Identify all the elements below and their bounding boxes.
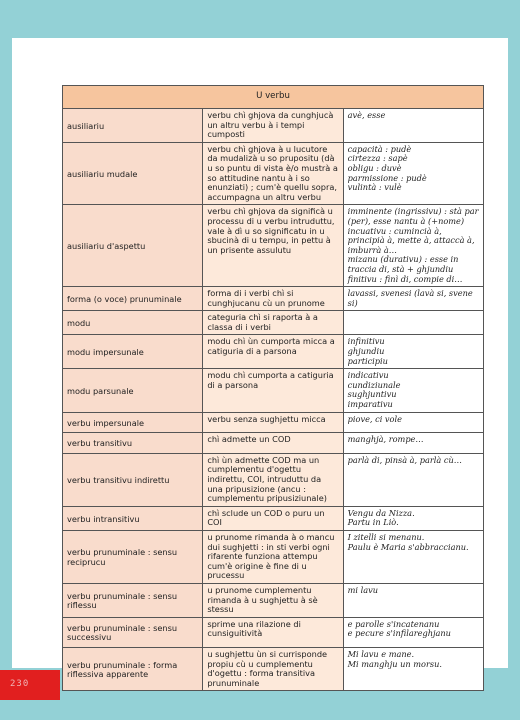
example-cell: Vengu da Nizza. Partu in Liò.: [343, 506, 483, 530]
term-cell: verbu prunuminale : sensu reciprucu: [63, 530, 203, 583]
term-cell: ausiliariu: [63, 109, 203, 143]
example-cell: mi lavu: [343, 583, 483, 617]
table-row: [63, 109, 484, 143]
left-teal-margin: [0, 0, 12, 720]
page-number: 230: [10, 679, 30, 689]
table-row: [63, 412, 484, 433]
definition-cell: sprime una rilazione di cunsiguitività: [203, 617, 343, 647]
definition-cell: chì ùn admette COD ma un cumplementu d'ogettu indirettu, COI, intruduttu da una pripusizione (ancu : cumplementu pripusiziunale): [203, 453, 343, 506]
table-row: [63, 647, 484, 690]
table-row: [63, 142, 484, 205]
table-row: [63, 530, 484, 583]
table-row: [63, 205, 484, 287]
table-row: [63, 583, 484, 617]
term-cell: ausiliariu mudale: [63, 142, 203, 205]
term-cell: forma (o voce) prunuminale: [63, 287, 203, 311]
definition-cell: forma di i verbi chì si cunghjucanu cù un prunome: [203, 287, 343, 311]
definition-cell: chì admette un COD: [203, 433, 343, 454]
table-row: [63, 453, 484, 506]
table-row: [63, 506, 484, 530]
example-cell: I zitelli si menanu. Paulu è Maria s'abbraccianu.: [343, 530, 483, 583]
term-cell: verbu prunuminale : sensu successivu: [63, 617, 203, 647]
example-cell: lavassi, svenesi (lavà si, svene si): [343, 287, 483, 311]
example-cell: Mi lavu e mane. Mi manghju un morsu.: [343, 647, 483, 690]
definition-cell: verbu chì ghjova à u lucutore da mudalizà u so prupositu (dà u so puntu di vista è/o mustrà a so attitudine nantu à i so enunziati) ; cum'è quellu sopra, accumpagna un altru verbu: [203, 142, 343, 205]
term-cell: verbu transitivu: [63, 433, 203, 454]
definition-cell: chì sclude un COD o puru un COI: [203, 506, 343, 530]
example-cell: manghjà, rompe…: [343, 433, 483, 454]
term-cell: verbu intransitivu: [63, 506, 203, 530]
term-cell: verbu impersunale: [63, 412, 203, 433]
page-number-tab: [0, 670, 60, 700]
term-cell: verbu transitivu indirettu: [63, 453, 203, 506]
table-row: [63, 433, 484, 454]
table-row: [63, 311, 484, 335]
table-title: U verbu: [63, 86, 484, 109]
definition-cell: verbu chì ghjova da significà u processu di u verbu intruduttu, vale à dì u so significatu in u sbucinà di u tempu, in pettu à un prisente assulutu: [203, 205, 343, 287]
example-cell: piove, ci vole: [343, 412, 483, 433]
example-cell: avè, esse: [343, 109, 483, 143]
definition-cell: modu chì ùn cumporta micca a catiguria di a parsona: [203, 335, 343, 369]
top-teal-band: [0, 0, 520, 38]
example-cell: indicativu cundiziunale sughjuntivu imparativu: [343, 369, 483, 412]
right-teal-margin: [508, 0, 520, 720]
example-cell: infinitivu ghjundiu participiu: [343, 335, 483, 369]
term-cell: modu: [63, 311, 203, 335]
definition-cell: u sughjettu ùn si currisponde propiu cù u cumplementu d'ogettu : forma transitiva prunuminale: [203, 647, 343, 690]
glossary-table-wrapper: [62, 85, 484, 691]
definition-cell: modu chì cumporta a catiguria di a parsona: [203, 369, 343, 412]
term-cell: modu impersunale: [63, 335, 203, 369]
table-body: [63, 109, 484, 691]
verb-glossary-table: [62, 85, 484, 691]
table-header-row: [63, 86, 484, 109]
term-cell: verbu prunuminale : forma riflessiva apparente: [63, 647, 203, 690]
term-cell: modu parsunale: [63, 369, 203, 412]
definition-cell: u prunome cumplementu rimanda à u sughjettu à sè stessu: [203, 583, 343, 617]
definition-cell: verbu chì ghjova da cunghjucà un altru verbu à i tempi cumposti: [203, 109, 343, 143]
table-row: [63, 369, 484, 412]
example-cell: imminente (ingrissivu) : stà par (per), esse nantu à (+nome) incuativu : cumincià à, principià à, mette à, attaccà à, imburrà à… mizanu (durativu) : esse in traccia di, stà + ghjundiu finitivu : finì di, compie di…: [343, 205, 483, 287]
table-row: [63, 335, 484, 369]
definition-cell: u prunome rimanda à o mancu dui sughjetti : in sti verbi ogni rifarente funziona attempu cum'è origine è fine di u prucessu: [203, 530, 343, 583]
term-cell: ausiliariu d'aspettu: [63, 205, 203, 287]
example-cell: e parolle s'incatenanu e pecure s'infilareghjanu: [343, 617, 483, 647]
definition-cell: categuria chì si raporta à a classa di i verbi: [203, 311, 343, 335]
example-cell: [343, 311, 483, 335]
term-cell: verbu prunuminale : sensu riflessu: [63, 583, 203, 617]
example-cell: capacità : pudè cirtezza : sapè obligu : duvè parmissione : pudè vulintà : vulè: [343, 142, 483, 205]
definition-cell: verbu senza sughjettu micca: [203, 412, 343, 433]
table-row: [63, 617, 484, 647]
table-row: [63, 287, 484, 311]
example-cell: parlà di, pinsà à, parlà cù…: [343, 453, 483, 506]
